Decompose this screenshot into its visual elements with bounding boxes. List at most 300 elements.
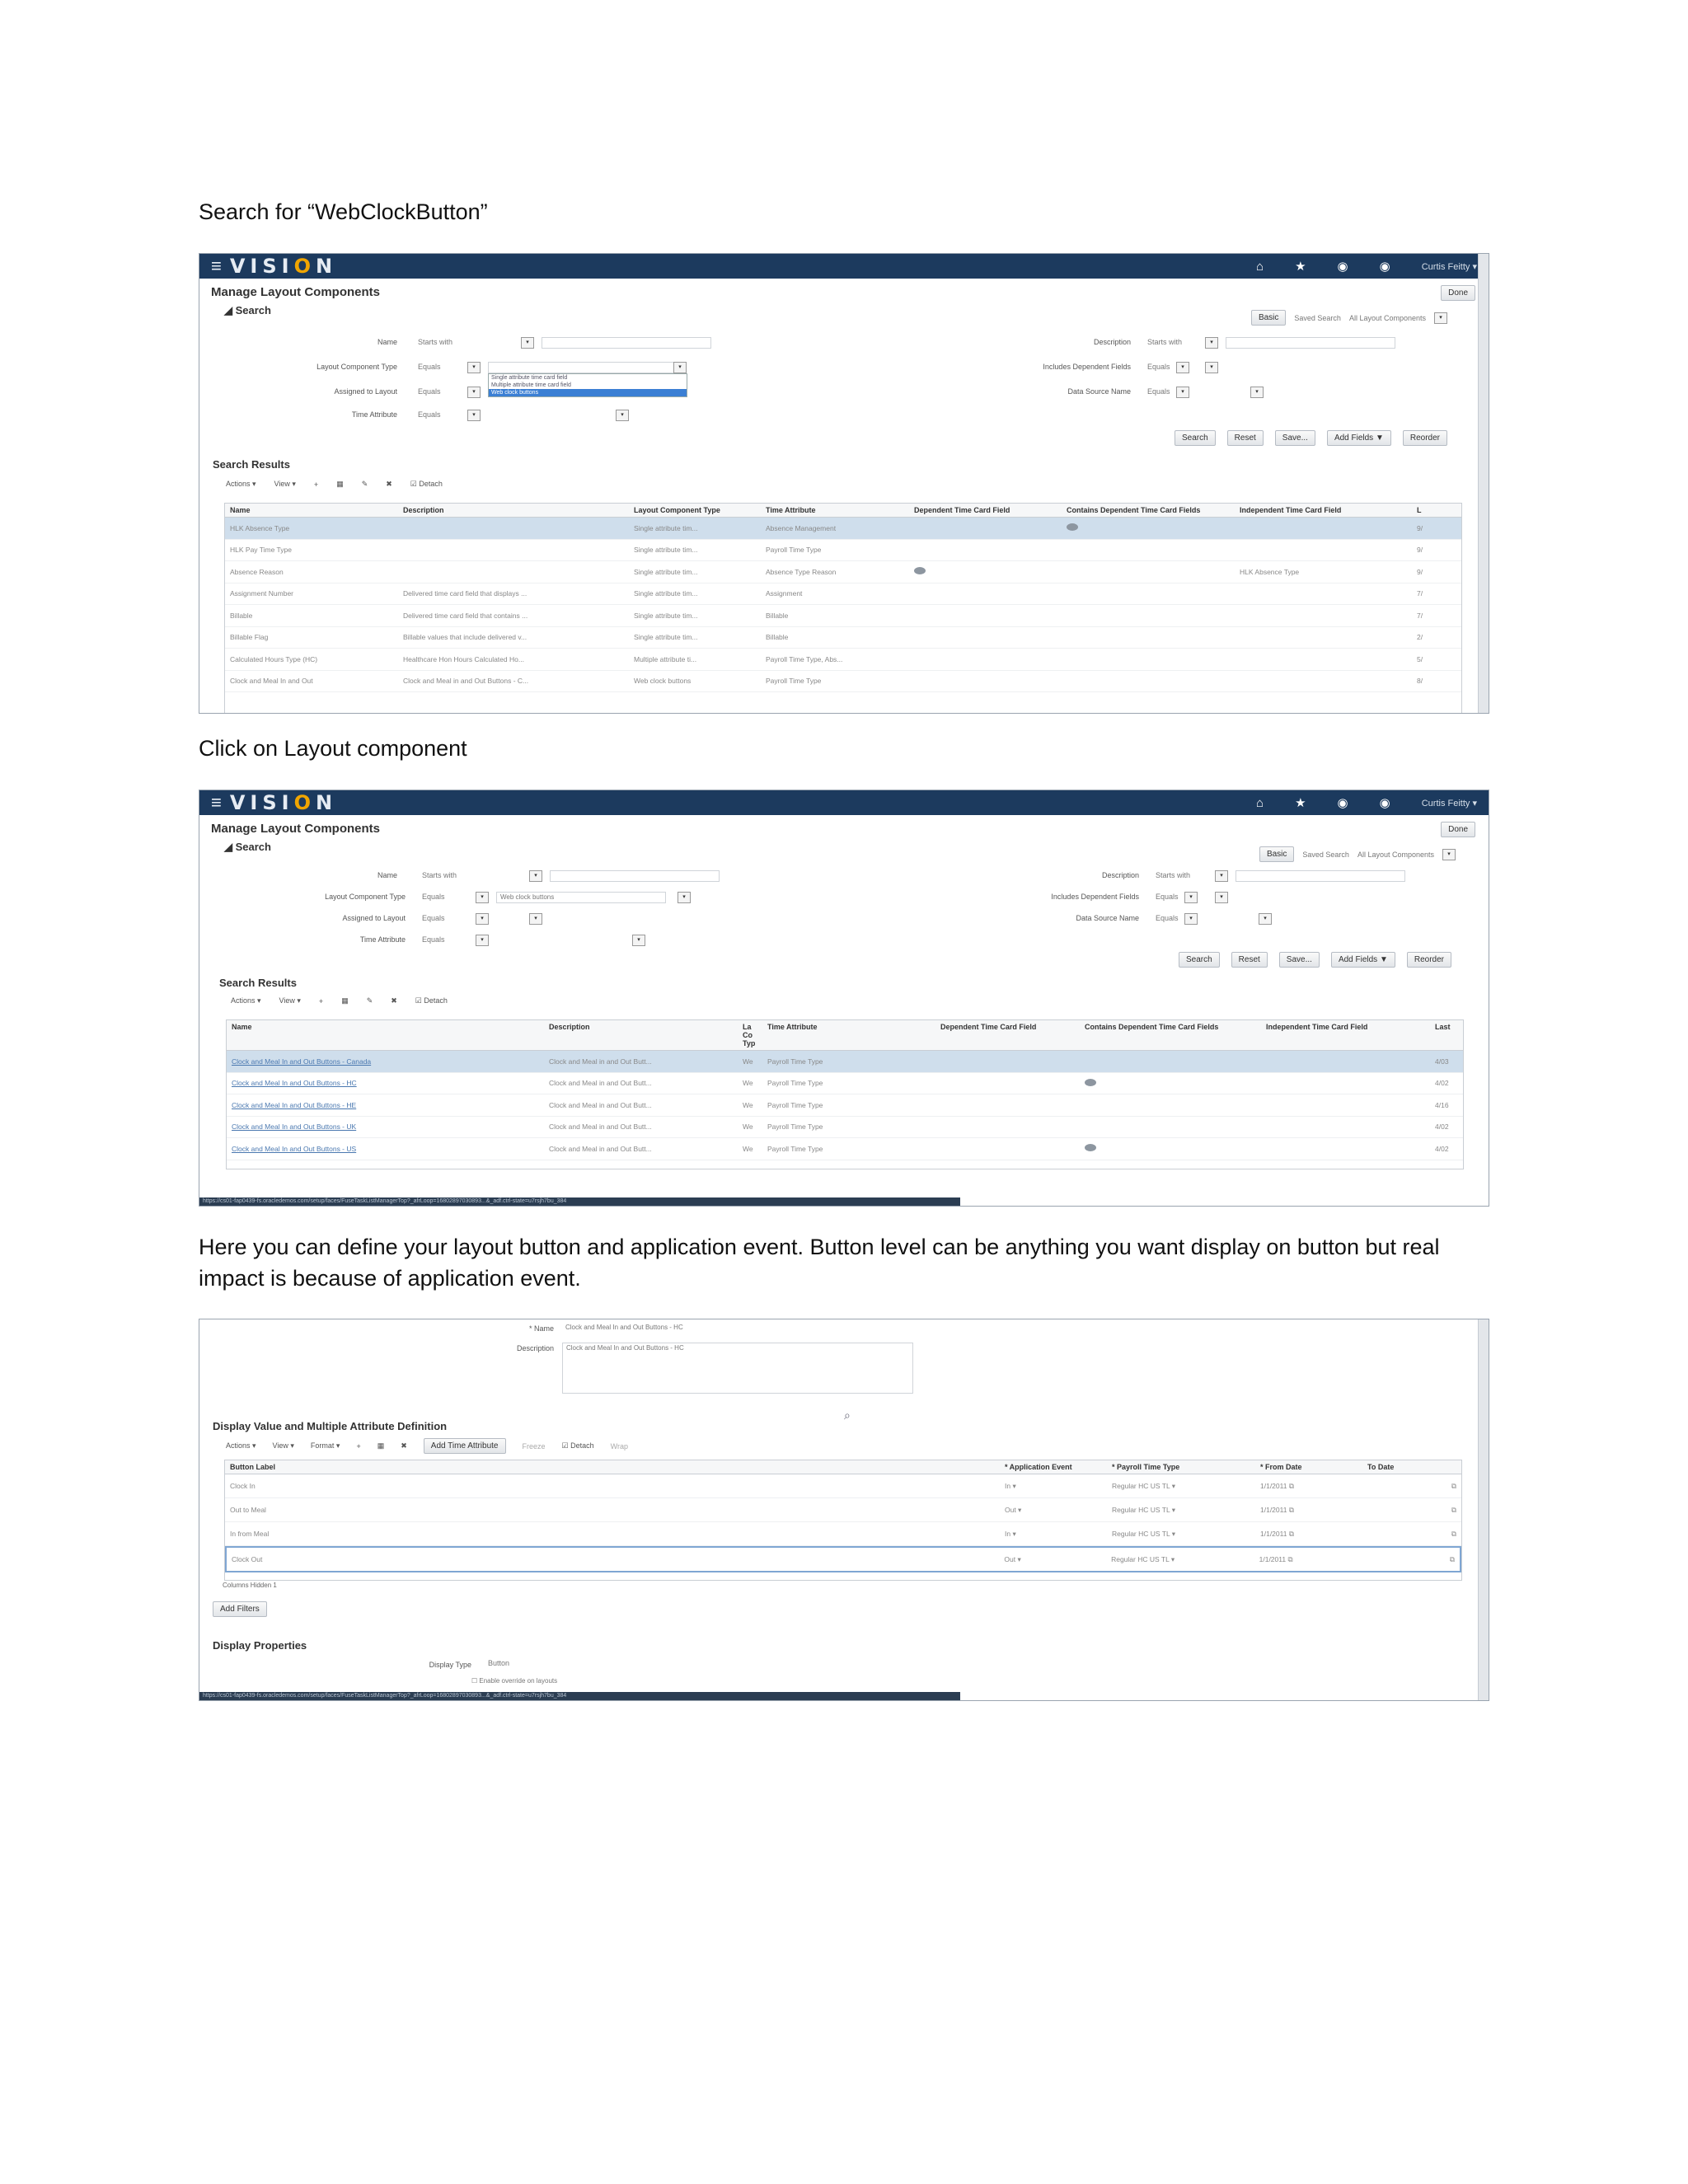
table-icon[interactable]: ▦ <box>336 480 344 488</box>
table-cell: Payroll Time Type <box>766 546 822 555</box>
table-row[interactable] <box>225 583 1461 606</box>
table-cell: Calculated Hours Type (HC) <box>230 654 318 663</box>
saved-search-label: Saved Search <box>1302 850 1349 859</box>
includes-dependent-fields-operator[interactable]: Equals <box>1156 893 1179 901</box>
lct-operator-dropdown-icon[interactable]: ▾ <box>467 362 481 373</box>
table-cell: Clock and Meal In and Out <box>230 677 313 686</box>
table-cell: Absence Type Reason <box>766 567 837 576</box>
table-cell: Multiple attribute ti... <box>634 654 697 663</box>
table-header <box>225 504 1461 518</box>
delete-icon[interactable]: ✖ <box>386 480 392 488</box>
table-cell: Absence Reason <box>230 567 284 576</box>
table-cell <box>909 657 1062 662</box>
table-cell <box>909 635 1062 640</box>
table-cell[interactable]: Clock In <box>230 1482 256 1490</box>
table-body <box>227 1051 1463 1160</box>
table-row[interactable] <box>225 1474 1461 1498</box>
assigned-dropdown-icon[interactable]: ▾ <box>529 913 542 925</box>
table-cell: Single attribute tim... <box>634 589 698 598</box>
table-cell: Single attribute tim... <box>634 633 698 642</box>
app-header <box>199 790 1489 815</box>
time-attr-operator-dropdown-icon[interactable]: ▾ <box>467 410 481 421</box>
includes-dropdown-icon[interactable]: ▾ <box>1205 362 1218 373</box>
saved-search-select[interactable]: All Layout Components <box>1357 850 1434 859</box>
name-operator-dropdown-icon[interactable]: ▾ <box>529 870 542 882</box>
table-cell <box>1062 678 1235 683</box>
dsn-dropdown-icon[interactable]: ▾ <box>1259 913 1272 925</box>
description-field[interactable]: Clock and Meal In and Out Buttons - HC <box>562 1343 913 1394</box>
name-operator-dropdown-icon[interactable]: ▾ <box>521 337 534 349</box>
column-header[interactable]: Last <box>1435 1023 1451 1031</box>
table-cell[interactable]: ⧉ <box>1451 1529 1456 1538</box>
format-menu[interactable]: Format ▾ <box>310 1441 340 1450</box>
layout-component-type-label: Layout Component Type <box>316 363 397 371</box>
table-cell: Clock and Meal In and Out Buttons - US <box>232 1144 357 1153</box>
table-cell: 7/ <box>1417 589 1423 598</box>
view-menu[interactable]: View ▾ <box>279 996 301 1005</box>
status-url: https://cs01-fap0439-fs.oracledemos.com/setup/faces/FuseTaskListManagerTop?_afrLoop=16802897030893...&_adf.ctrl-state=u7rsjh7bu_384 <box>199 1197 960 1206</box>
reset-button[interactable]: Reset <box>1227 430 1264 446</box>
table-cell <box>1235 547 1412 552</box>
search-results-heading: Search Results <box>213 458 290 471</box>
eye-icon <box>914 567 926 574</box>
option-multiple-attribute[interactable]: Multiple attribute time card field <box>491 382 571 388</box>
table-cell <box>1062 635 1235 640</box>
assigned-to-layout-label: Assigned to Layout <box>342 914 406 922</box>
time-attribute-operator[interactable]: Equals <box>418 410 441 419</box>
col-payroll-time-type[interactable]: * Payroll Time Type <box>1112 1463 1180 1471</box>
table-cell <box>935 1059 1080 1064</box>
table-cell: Assignment <box>766 589 803 598</box>
view-menu[interactable]: View ▾ <box>272 1441 294 1450</box>
table-cell <box>935 1124 1080 1129</box>
table-cell: Single attribute tim... <box>634 546 698 555</box>
table-cell: Payroll Time Type <box>767 1100 823 1109</box>
home-icon[interactable]: ⌂ <box>1256 259 1264 274</box>
includes-operator-dropdown-icon[interactable]: ▾ <box>1176 362 1189 373</box>
screenshot-results <box>199 790 1489 1207</box>
table-cell[interactable]: Out ▾ <box>1005 1505 1022 1514</box>
table-cell: Clock and Meal in and Out Butt... <box>549 1144 652 1153</box>
table-cell <box>935 1103 1080 1108</box>
table-cell: Clock and Meal In and Out Buttons - HE <box>232 1100 357 1109</box>
column-header[interactable]: Description <box>549 1023 590 1031</box>
layout-component-type-operator[interactable]: Equals <box>422 893 445 901</box>
results-toolbar <box>211 476 457 492</box>
vision-logo: VISION <box>229 255 338 278</box>
table-cell-icon <box>909 565 1062 579</box>
table-cell: Single attribute tim... <box>634 611 698 620</box>
table-cell <box>1261 1103 1430 1108</box>
includes-dropdown-icon[interactable]: ▾ <box>1215 892 1228 903</box>
option-single-attribute[interactable]: Single attribute time card field <box>491 375 568 381</box>
saved-search-select[interactable]: All Layout Components <box>1348 313 1426 322</box>
display-properties-heading: Display Properties <box>213 1639 307 1652</box>
assigned-to-layout-operator[interactable]: Equals <box>418 387 441 396</box>
col-to-date[interactable]: To Date <box>1367 1463 1395 1471</box>
table-row[interactable] <box>225 540 1461 562</box>
table-cell <box>1080 1059 1261 1064</box>
enable-override-checkbox[interactable]: ☐ Enable override on layouts <box>471 1677 558 1685</box>
table-cell: HLK Absence Type <box>230 523 290 532</box>
includes-operator-dropdown-icon[interactable]: ▾ <box>1184 892 1198 903</box>
table-cell <box>909 547 1062 552</box>
table-cell: Billable Flag <box>230 633 269 642</box>
definition-toolbar <box>211 1435 643 1457</box>
results-toolbar <box>216 993 462 1009</box>
search-results-heading: Search Results <box>219 977 297 989</box>
table-cell: Clock and Meal In and Out Buttons - Canada <box>232 1057 372 1066</box>
column-header[interactable]: Contains Dependent Time Card Fields <box>1067 506 1201 514</box>
table-cell: Single attribute tim... <box>634 567 698 576</box>
name-label: * Name <box>528 1324 554 1333</box>
table-row[interactable] <box>225 518 1461 540</box>
table-cell-icon <box>1080 1076 1261 1090</box>
includes-dependent-fields-label: Includes Dependent Fields <box>1051 893 1139 901</box>
lct-dropdown-icon[interactable]: ▾ <box>673 362 687 373</box>
add-fields-button[interactable]: Add Fields ▼ <box>1331 952 1395 968</box>
table-cell <box>1235 613 1412 618</box>
column-header[interactable]: Independent Time Card Field <box>1266 1023 1368 1031</box>
basic-button[interactable]: Basic <box>1259 846 1294 862</box>
column-header[interactable]: Contains Dependent Time Card Fields <box>1085 1023 1219 1031</box>
edit-icon[interactable]: ✎ <box>361 480 368 488</box>
add-fields-button[interactable]: Add Fields ▼ <box>1327 430 1391 446</box>
data-source-name-operator[interactable]: Equals <box>1156 914 1179 922</box>
table-cell[interactable]: ⧉ <box>1451 1505 1456 1514</box>
description-operator-dropdown-icon[interactable]: ▾ <box>1215 870 1228 882</box>
table-cell[interactable]: Regular HC US TL ▾ <box>1111 1554 1175 1563</box>
table-cell: Billable <box>766 633 789 642</box>
table-cell: 5/ <box>1417 654 1423 663</box>
column-header[interactable]: La Co Typ <box>743 1023 756 1047</box>
table-cell: Clock and Meal In and Out Buttons - UK <box>232 1122 357 1132</box>
table-cell <box>1235 635 1412 640</box>
watchlist-icon[interactable]: ◉ <box>1337 796 1348 810</box>
notifications-icon[interactable]: ◉ <box>1379 796 1390 810</box>
table-cell: HLK Absence Type <box>1240 567 1300 576</box>
actions-menu[interactable]: Actions ▾ <box>231 996 261 1005</box>
column-header[interactable]: Name <box>232 1023 252 1031</box>
table-cell[interactable]: 1/1/2011 ⧉ <box>1260 1529 1294 1538</box>
assigned-to-layout-label: Assigned to Layout <box>334 387 397 396</box>
display-type-value[interactable]: Button <box>488 1659 510 1667</box>
caption-step3: Here you can define your layout button and application event. Button level can be anything you want display on button but real impact is because of application event. <box>199 1235 1440 1291</box>
view-menu[interactable]: View ▾ <box>274 480 296 488</box>
table-cell[interactable]: ⧉ <box>1451 1481 1456 1490</box>
table-cell <box>398 569 629 574</box>
description-operator-dropdown-icon[interactable]: ▾ <box>1205 337 1218 349</box>
table-cell <box>909 591 1062 596</box>
layout-component-type-operator[interactable]: Equals <box>418 363 441 371</box>
description-operator[interactable]: Starts with <box>1147 338 1183 346</box>
description-input[interactable] <box>1236 870 1405 882</box>
user-menu[interactable]: Curtis Feitty ▾ <box>1421 261 1477 272</box>
done-button[interactable]: Done <box>1441 822 1475 837</box>
table-cell[interactable]: In from Meal <box>230 1530 270 1538</box>
eye-icon <box>1067 523 1078 531</box>
table-cell[interactable]: 1/1/2011 ⧉ <box>1259 1554 1293 1563</box>
column-header[interactable]: Time Attribute <box>766 506 816 514</box>
column-header[interactable]: Independent Time Card Field <box>1240 506 1342 514</box>
column-header[interactable]: Layout Component Type <box>634 506 720 514</box>
table-cell: Single attribute tim... <box>634 523 698 532</box>
name-label: Name <box>377 871 397 879</box>
lct-operator-dropdown-icon[interactable]: ▾ <box>476 892 489 903</box>
search-button[interactable]: Search <box>1179 952 1220 968</box>
table-cell-icon <box>1080 1141 1261 1155</box>
layout-component-type-select[interactable]: Web clock buttons <box>496 892 666 903</box>
menu-icon[interactable]: ≡ <box>211 255 222 276</box>
table-cell: Absence Management <box>766 523 837 532</box>
layout-component-type-options[interactable] <box>488 373 687 397</box>
screenshot-search <box>199 253 1489 714</box>
caption-step1: Search for “WebClockButton” <box>199 199 488 224</box>
table-cell: Web clock buttons <box>634 677 692 686</box>
table-cell <box>1062 569 1235 574</box>
table-body <box>225 1474 1461 1572</box>
table-cell: We <box>743 1100 753 1109</box>
table-cell <box>935 1146 1080 1151</box>
table-cell-icon <box>1062 521 1235 535</box>
table-cell[interactable]: Regular HC US TL ▾ <box>1112 1505 1176 1514</box>
description-label: Description <box>1093 338 1131 346</box>
delete-icon[interactable]: ✖ <box>391 996 397 1005</box>
col-application-event[interactable]: * Application Event <box>1005 1463 1072 1471</box>
layout-component-type-select[interactable] <box>488 362 682 373</box>
table-row[interactable] <box>225 1522 1461 1546</box>
star-icon[interactable]: ★ <box>1295 796 1306 810</box>
table-cell[interactable]: Out ▾ <box>1004 1554 1021 1563</box>
status-url: https://cs01-fap0439-fs.oracledemos.com/setup/faces/FuseTaskListManagerTop?_afrLoop=16802897030893...&_adf.ctrl-state=u7rsjh7bu_384 <box>199 1692 960 1700</box>
table-cell: Payroll Time Type <box>767 1079 823 1088</box>
table-cell: Clock and Meal In and Out Buttons - HC <box>232 1079 357 1088</box>
time-attr-dropdown-icon[interactable]: ▾ <box>632 935 645 946</box>
results-table <box>224 503 1462 714</box>
detach-button[interactable]: ☑ Detach <box>561 1441 594 1450</box>
lct-dropdown-icon[interactable]: ▾ <box>678 892 691 903</box>
description-operator[interactable]: Starts with <box>1156 871 1191 879</box>
table-row[interactable] <box>227 1073 1463 1095</box>
table-cell[interactable]: Out to Meal <box>230 1506 266 1514</box>
table-row[interactable] <box>227 1094 1463 1117</box>
table-icon[interactable]: ▦ <box>377 1441 385 1450</box>
table-row[interactable] <box>225 561 1461 583</box>
includes-dependent-fields-operator[interactable]: Equals <box>1147 363 1170 371</box>
table-row[interactable] <box>227 1117 1463 1139</box>
time-attribute-label: Time Attribute <box>351 410 397 419</box>
col-from-date[interactable]: * From Date <box>1260 1463 1302 1471</box>
table-cell[interactable]: Clock Out <box>232 1555 263 1563</box>
table-cell: 4/02 <box>1435 1144 1449 1153</box>
search-section-toggle[interactable]: ◢ Search <box>224 841 271 853</box>
assigned-to-layout-operator[interactable]: Equals <box>422 914 445 922</box>
add-filters-button[interactable]: Add Filters <box>213 1601 267 1617</box>
saved-search-dropdown-icon[interactable]: ▾ <box>1434 312 1447 324</box>
vertical-scrollbar[interactable] <box>1478 254 1489 713</box>
data-source-name-label: Data Source Name <box>1076 914 1139 922</box>
table-cell[interactable]: In ▾ <box>1005 1529 1016 1538</box>
table-header <box>227 1020 1463 1051</box>
home-icon[interactable]: ⌂ <box>1256 795 1264 810</box>
table-row[interactable] <box>225 671 1461 693</box>
table-cell <box>909 613 1062 618</box>
table-row[interactable] <box>225 627 1461 649</box>
table-cell: Payroll Time Type <box>767 1122 823 1132</box>
add-icon[interactable]: + <box>318 996 324 1005</box>
assigned-operator-dropdown-icon[interactable]: ▾ <box>476 913 489 925</box>
table-cell <box>1080 1124 1261 1129</box>
table-cell <box>1261 1146 1430 1151</box>
table-cell: Payroll Time Type, Abs... <box>766 654 843 663</box>
detach-button[interactable]: ☑ Detach <box>415 996 448 1005</box>
table-cell <box>1235 526 1412 531</box>
star-icon[interactable]: ★ <box>1295 260 1306 274</box>
table-cell: Billable <box>766 611 789 620</box>
saved-search-dropdown-icon[interactable]: ▾ <box>1442 849 1456 860</box>
table-cell <box>1062 547 1235 552</box>
table-cell: Payroll Time Type <box>767 1057 823 1066</box>
basic-button[interactable]: Basic <box>1251 310 1286 326</box>
table-cell <box>1235 678 1412 683</box>
table-cell: 4/02 <box>1435 1122 1449 1132</box>
table-cell[interactable]: Regular HC US TL ▾ <box>1112 1481 1176 1490</box>
columns-hidden[interactable]: Columns Hidden 1 <box>223 1582 277 1589</box>
time-attr-operator-dropdown-icon[interactable]: ▾ <box>476 935 489 946</box>
add-icon[interactable]: + <box>313 480 319 489</box>
time-attribute-label: Time Attribute <box>359 935 406 944</box>
table-row[interactable] <box>225 649 1461 671</box>
table-cell[interactable]: 1/1/2011 ⧉ <box>1260 1505 1294 1514</box>
column-header[interactable]: Name <box>230 506 251 514</box>
search-button[interactable]: Search <box>1175 430 1216 446</box>
wrap-button[interactable]: Wrap <box>610 1441 628 1451</box>
time-attr-dropdown-icon[interactable]: ▾ <box>616 410 629 421</box>
edit-icon[interactable]: ✎ <box>366 996 373 1005</box>
table-cell: 9/ <box>1417 546 1423 555</box>
table-row[interactable] <box>225 1546 1461 1572</box>
table-row[interactable] <box>227 1051 1463 1073</box>
table-cell <box>909 678 1062 683</box>
save-button[interactable]: Save... <box>1279 952 1320 968</box>
table-cell <box>1261 1059 1430 1064</box>
button-definition-table <box>224 1460 1462 1581</box>
table-cell: Payroll Time Type <box>766 677 822 686</box>
table-cell <box>1080 1103 1261 1108</box>
save-button[interactable]: Save... <box>1275 430 1315 446</box>
name-input[interactable] <box>542 337 711 349</box>
assigned-operator-dropdown-icon[interactable]: ▾ <box>467 387 481 398</box>
table-cell: 7/ <box>1417 611 1423 620</box>
actions-menu[interactable]: Actions ▾ <box>226 480 256 488</box>
saved-search-label: Saved Search <box>1294 313 1341 322</box>
table-body <box>225 518 1461 692</box>
table-cell <box>1062 613 1235 618</box>
table-cell <box>1261 1080 1430 1085</box>
add-icon[interactable]: + <box>356 1441 361 1451</box>
column-header[interactable]: Dependent Time Card Field <box>914 506 1010 514</box>
data-source-name-operator[interactable]: Equals <box>1147 387 1170 396</box>
eye-icon <box>1085 1079 1096 1086</box>
name-input[interactable] <box>550 870 720 882</box>
description-input[interactable] <box>1226 337 1395 349</box>
name-operator[interactable]: Starts with <box>422 871 457 879</box>
actions-menu[interactable]: Actions ▾ <box>226 1441 256 1450</box>
table-cell <box>1235 591 1412 596</box>
add-time-attribute-button[interactable]: Add Time Attribute <box>424 1438 506 1454</box>
table-cell[interactable]: 1/1/2011 ⧉ <box>1260 1481 1294 1490</box>
freeze-button[interactable]: Freeze <box>522 1441 546 1451</box>
table-cell <box>1261 1124 1430 1129</box>
col-button-label[interactable]: Button Label <box>230 1463 275 1471</box>
table-cell[interactable]: ⧉ <box>1449 1554 1455 1563</box>
delete-icon[interactable]: ✖ <box>401 1441 407 1450</box>
reorder-button[interactable]: Reorder <box>1407 952 1451 968</box>
app-header <box>199 254 1489 279</box>
reset-button[interactable]: Reset <box>1231 952 1268 968</box>
description-label: Description <box>516 1344 554 1352</box>
caption-step2: Click on Layout component <box>199 736 467 761</box>
option-web-clock-buttons[interactable]: Web clock buttons <box>489 389 687 396</box>
table-cell: 9/ <box>1417 567 1423 576</box>
watchlist-icon[interactable]: ◉ <box>1337 260 1348 274</box>
table-cell: 4/16 <box>1435 1100 1449 1109</box>
done-button[interactable]: Done <box>1441 285 1475 301</box>
menu-icon[interactable]: ≡ <box>211 792 222 813</box>
table-cell: 4/02 <box>1435 1079 1449 1088</box>
vertical-scrollbar[interactable] <box>1478 1319 1489 1700</box>
results-table <box>226 1019 1464 1169</box>
table-cell <box>1062 591 1235 596</box>
dsn-dropdown-icon[interactable]: ▾ <box>1250 387 1264 398</box>
table-cell[interactable]: Regular HC US TL ▾ <box>1112 1529 1176 1538</box>
table-cell: HLK Pay Time Type <box>230 546 292 555</box>
table-header <box>225 1460 1461 1474</box>
table-cell: 2/ <box>1417 633 1423 642</box>
reorder-button[interactable]: Reorder <box>1403 430 1447 446</box>
table-cell: Payroll Time Type <box>767 1144 823 1153</box>
time-attribute-operator[interactable]: Equals <box>422 935 445 944</box>
column-header[interactable]: L <box>1417 506 1422 514</box>
table-row[interactable] <box>225 605 1461 627</box>
search-section-toggle[interactable]: ◢ Search <box>224 304 271 316</box>
description-label: Description <box>1101 871 1139 879</box>
table-row[interactable] <box>225 1498 1461 1522</box>
table-cell <box>909 526 1062 531</box>
name-operator[interactable]: Starts with <box>418 338 453 346</box>
table-cell: We <box>743 1079 753 1088</box>
includes-dependent-fields-label: Includes Dependent Fields <box>1043 363 1131 371</box>
eye-icon <box>1085 1144 1096 1151</box>
table-cell[interactable]: In ▾ <box>1005 1481 1016 1490</box>
dsn-operator-dropdown-icon[interactable]: ▾ <box>1176 387 1189 398</box>
column-header[interactable]: Time Attribute <box>767 1023 818 1031</box>
table-row[interactable] <box>227 1138 1463 1160</box>
table-cell <box>398 526 629 531</box>
table-cell <box>398 547 629 552</box>
name-label: Name <box>377 338 397 346</box>
dsn-operator-dropdown-icon[interactable]: ▾ <box>1184 913 1198 925</box>
notifications-icon[interactable]: ◉ <box>1379 260 1390 274</box>
table-icon[interactable]: ▦ <box>341 996 349 1005</box>
column-header[interactable]: Description <box>403 506 444 514</box>
column-header[interactable]: Dependent Time Card Field <box>940 1023 1037 1031</box>
detach-button[interactable]: ☑ Detach <box>410 480 443 488</box>
data-source-name-label: Data Source Name <box>1067 387 1131 396</box>
table-cell: Delivered time card field that contains ... <box>403 611 528 620</box>
user-menu[interactable]: Curtis Feitty ▾ <box>1421 798 1477 808</box>
name-field[interactable]: Clock and Meal In and Out Buttons - HC <box>562 1323 912 1333</box>
